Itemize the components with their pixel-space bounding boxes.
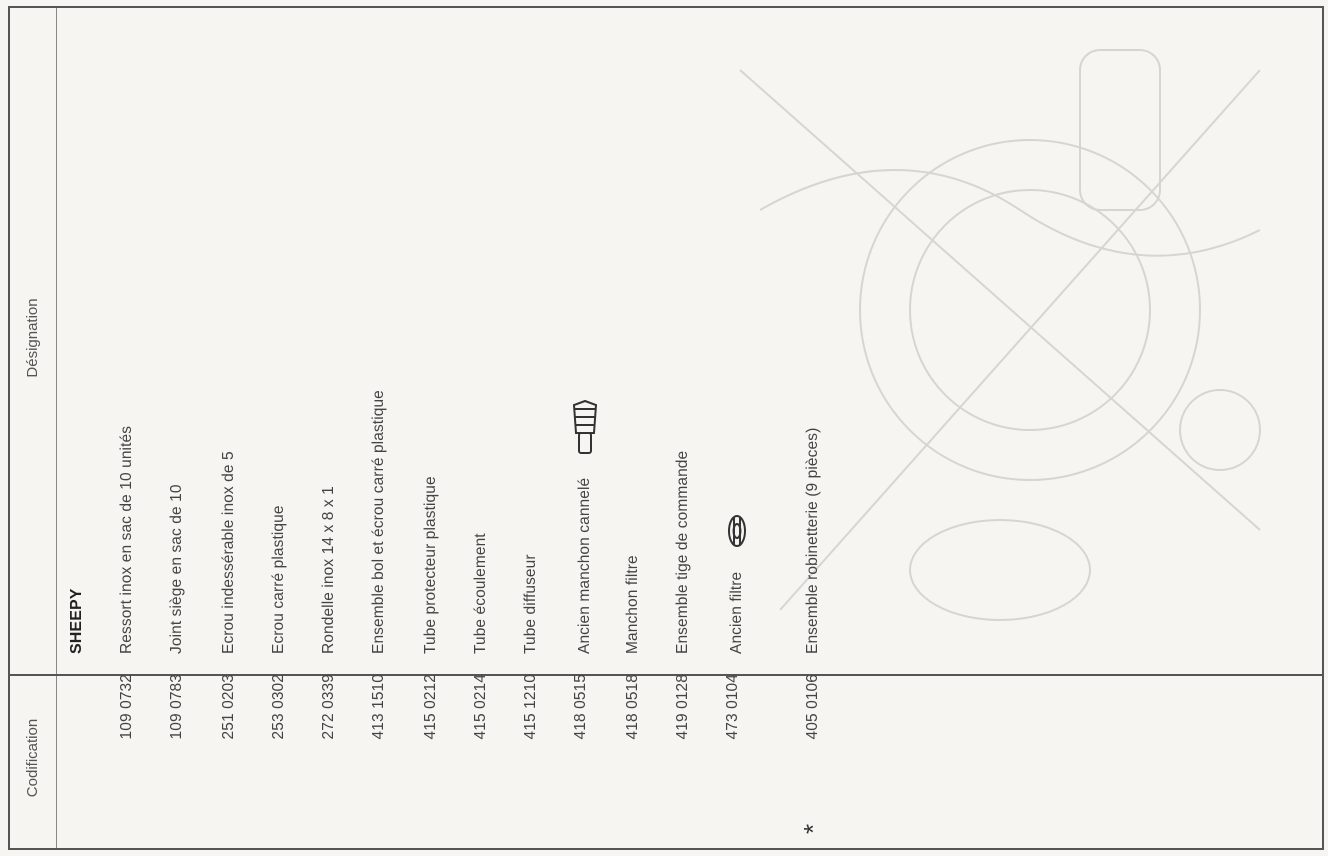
table-row <box>270 10 298 850</box>
part-designation <box>572 399 598 654</box>
part-designation: Tube écoulement <box>472 533 489 654</box>
part-code: 419 0128 <box>674 674 691 740</box>
part-designation: Joint siège en sac de 10 <box>168 484 185 654</box>
part-code: 473 0104 <box>724 674 741 740</box>
table-row <box>422 10 450 850</box>
table-row <box>320 10 348 850</box>
part-designation: Ensemble tige de commande <box>674 450 691 654</box>
part-designation <box>724 513 750 654</box>
table-row <box>220 10 248 850</box>
part-code: 415 0212 <box>422 674 439 740</box>
table-title: SHEEPY <box>68 588 85 654</box>
table-header <box>10 10 54 850</box>
table-row <box>118 10 146 850</box>
part-designation: Tube protecteur plastique <box>422 476 439 654</box>
part-code: 109 0732 <box>118 674 135 740</box>
part-designation: Ecrou carré plastique <box>270 505 287 654</box>
part-designation: Ecrou indessérable inox de 5 <box>220 451 237 654</box>
part-designation: Rondelle inox 14 x 8 x 1 <box>320 486 337 654</box>
table-title-row <box>68 10 96 850</box>
part-code: 413 1510 <box>370 674 387 740</box>
table-row <box>522 10 550 850</box>
part-designation-text: Ancien filtre <box>728 571 746 654</box>
part-code: 253 0302 <box>270 674 287 740</box>
table-row <box>624 10 652 850</box>
table-row <box>798 10 832 850</box>
table-row <box>168 10 196 850</box>
part-designation-text: Ancien manchon cannelé <box>576 477 594 654</box>
part-designation: Ensemble robinetterie (9 pièces) <box>804 427 821 654</box>
part-code: 418 0518 <box>624 674 641 740</box>
table-row <box>572 10 600 850</box>
part-designation: Manchon filtre <box>624 555 641 654</box>
asterisk-marker: * <box>798 823 828 834</box>
part-designation: Ressort inox en sac de 10 unités <box>118 425 135 654</box>
part-code: 415 0214 <box>472 674 489 740</box>
part-code: 405 0106 <box>804 674 821 740</box>
part-code: 418 0515 <box>572 674 589 740</box>
header-codification: Codification <box>24 718 41 798</box>
part-code: 251 0203 <box>220 674 237 740</box>
part-code: 272 0339 <box>320 674 337 740</box>
table-row <box>674 10 702 850</box>
table-row <box>724 10 752 850</box>
filter-disc-icon <box>724 513 750 549</box>
table-row <box>370 10 398 850</box>
splined-sleeve-icon <box>572 399 598 455</box>
header-designation: Désignation <box>24 298 41 378</box>
table-row <box>472 10 500 850</box>
part-code: 109 0783 <box>168 674 185 740</box>
part-designation: Ensemble bol et écrou carré plastique <box>370 390 387 654</box>
part-code: 415 1210 <box>522 674 539 740</box>
rotated-table <box>10 10 1320 850</box>
part-designation: Tube diffuseur <box>522 554 539 654</box>
